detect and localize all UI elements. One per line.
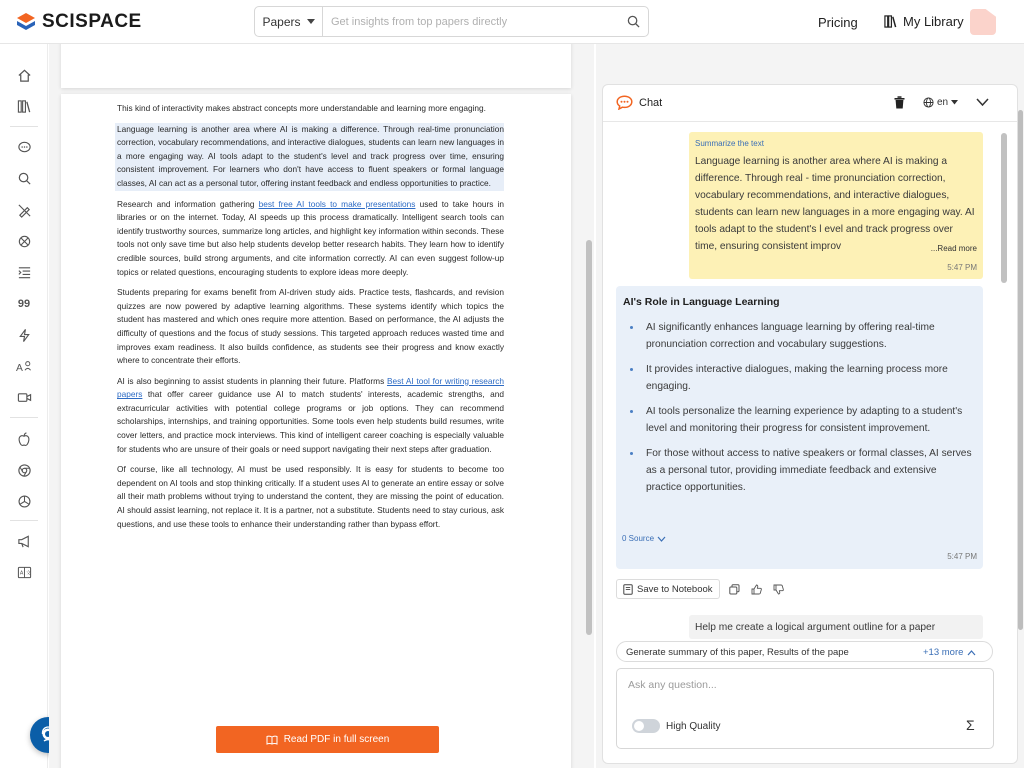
pdf-paragraph: This kind of interactivity makes abstract concepts more understandable and learning more engaging. (117, 103, 486, 113)
caret-down-icon (951, 100, 958, 105)
brand-name: SCISPACE (42, 11, 142, 32)
svg-text:文: 文 (25, 569, 31, 576)
pdf-content (117, 102, 504, 538)
thumbs-down-icon[interactable] (772, 582, 786, 596)
book-open-icon (266, 735, 278, 745)
read-full-screen-button[interactable] (216, 726, 439, 753)
read-full-screen-label: Read PDF in full screen (283, 734, 390, 745)
pdf-paragraph: Students preparing for exams benefit from AI-driven study aids. Practice tests, flashcards, and revision quizzes are now powered by adaptive learning algorithms. These systems identify which topics the student has mastered and which ones require more attention. Based on performance, the AI adjusts the difficulty of questions and the focus of study sessions. This targeted approach reduces wasted time and improves exam readiness. It also builds confidence, as students see their progress and know exactly where to concentrate their efforts. (117, 287, 504, 366)
globe-icon (923, 97, 934, 108)
pricing-link[interactable]: Pricing (818, 15, 858, 30)
rail-divider (10, 417, 38, 418)
pdf-text-run: AI is also beginning to assist students in planning their future. Platforms (117, 375, 387, 386)
user-message (689, 132, 983, 279)
pdf-text-run: that offer career guidance use AI to match students' interests, academic strengths, and extracurricular activities with potential college programs or job options. They can recommend scholarships, internships, and training opportunities. Some tools even help students build resumes, write cover letters, and practice mock interviews. This kind of intelligent career coaching is especially valuable for students who are unsure of their goals or need support navigating their next steps after graduation. (117, 389, 504, 454)
search-scope-dropdown[interactable] (255, 7, 323, 36)
caret-down-icon (307, 19, 315, 24)
home-icon[interactable] (14, 65, 34, 85)
rail-divider (10, 126, 38, 127)
pdf-paragraph: Of course, like all technology, AI must be used responsibly. It is easy for students to become too dependent on AI tools and stop thinking critically. If a student uses AI to generate an entire essay or solve all their math problems without trying to understand the content, they are missing the point of education. AI should assist learning, not replace it. It is a partner, not a substitute. Students need to stay curious, ask questions, and use these tools to enhance their understanding rather than bypass effort. (117, 464, 504, 529)
message-actions (616, 579, 786, 599)
citation-generator-icon[interactable]: 99 (17, 298, 31, 310)
notebook-icon (623, 584, 633, 595)
language-selector[interactable] (923, 97, 958, 108)
message-timestamp: 5:47 PM (947, 552, 977, 561)
chat-bubble-icon (616, 95, 633, 110)
message-timestamp: 5:47 PM (947, 263, 977, 272)
chat-title: Chat (639, 97, 663, 109)
suggested-prompt-text[interactable]: Generate summary of this paper, Results of the pape (626, 647, 849, 658)
chat-pdf-icon[interactable] (14, 137, 34, 157)
search-input[interactable] (323, 16, 618, 28)
flash-icon[interactable] (14, 325, 34, 345)
language-label: en (937, 97, 949, 108)
suggested-prompts[interactable] (616, 641, 993, 662)
video-icon[interactable] (14, 387, 34, 407)
save-to-notebook-button[interactable] (616, 579, 720, 599)
scispace-logo[interactable] (16, 11, 142, 33)
more-suggestions-button[interactable] (923, 647, 976, 658)
pdf-page (61, 44, 571, 88)
pdf-scrollbar[interactable] (584, 44, 594, 768)
chat-scrollbar-thumb[interactable] (1001, 133, 1007, 283)
svg-text:A: A (16, 362, 23, 374)
pdf-text-run: used to take hours in libraries or on the internet. Today, AI speeds up this process dramatically. Intelligent search tools can identify trustworthy sources, summarize long articles, and highlight key information within seconds. These tools not only save time but also help students develop better research habits. They learn how to identify credible sources, build strong arguments, and cite information correctly. AI can even suggest follow-up topics or related questions, encouraging students to explore ideas more deeply. (117, 198, 504, 277)
user-message (689, 615, 983, 639)
list-item: It provides interactive dialogues, making the learning process more engaging. (623, 361, 975, 395)
high-quality-toggle[interactable] (632, 719, 720, 733)
thumbs-up-icon[interactable] (750, 582, 764, 596)
library-icon[interactable] (14, 96, 34, 116)
chevron-down-icon (657, 536, 666, 542)
svg-text:A: A (19, 569, 23, 576)
read-more-link[interactable]: ...Read more (930, 244, 977, 253)
citation-list-icon[interactable] (14, 262, 34, 282)
assistant-heading: AI's Role in Language Learning (623, 296, 780, 308)
extract-data-icon[interactable] (14, 231, 34, 251)
pdf-link[interactable]: best free AI tools to make presentations (258, 198, 416, 209)
more-suggestions-label: +13 more (923, 647, 964, 658)
user-message-label: Summarize the text (695, 139, 764, 148)
save-to-notebook-label: Save to Notebook (637, 583, 713, 595)
scispace-logo-icon (16, 12, 36, 32)
openai-icon[interactable] (14, 491, 34, 511)
chevron-up-icon (967, 650, 976, 656)
left-rail (0, 44, 48, 768)
rail-divider (10, 520, 38, 521)
chat-card (602, 84, 1018, 764)
search-bar (254, 6, 649, 37)
sources-toggle[interactable] (622, 534, 666, 543)
pdf-paragraph (117, 375, 504, 457)
ai-writer-icon[interactable] (14, 200, 34, 220)
user-message-text: Help me create a logical argument outline for a paper (695, 622, 936, 633)
announce-icon[interactable] (14, 531, 34, 551)
avatar[interactable] (970, 9, 996, 35)
my-library-label: My Library (903, 14, 964, 29)
books-icon (884, 15, 897, 28)
user-message-text: Language learning is another area where AI is making a difference. Through real - time pronunciation correction, vocabulary recommendations, and interactive dialogues, students can learn new languages in a more engaging way. AI tools adapt to the student's l evel and track progress over time, ensuring consistent improv (695, 156, 975, 252)
high-quality-label: High Quality (666, 720, 721, 732)
chrome-icon[interactable] (14, 460, 34, 480)
chat-panel-scrollbar[interactable] (1018, 110, 1023, 630)
math-sigma-icon[interactable]: Σ (966, 717, 975, 733)
pdf-paragraph (117, 198, 504, 280)
search-button[interactable] (618, 7, 648, 36)
copy-icon[interactable] (728, 582, 742, 596)
my-library-link[interactable] (884, 14, 964, 29)
apple-icon[interactable] (14, 429, 34, 449)
ai-detector-icon[interactable] (14, 356, 34, 376)
sources-label: 0 Source (622, 534, 655, 543)
chat-header (603, 85, 1018, 122)
top-bar (0, 0, 1024, 44)
pdf-text-run: Research and information gathering (117, 198, 259, 209)
chevron-down-icon[interactable] (976, 97, 989, 107)
pdf-viewer[interactable] (49, 44, 594, 768)
literature-search-icon[interactable] (14, 168, 34, 188)
search-icon (627, 15, 640, 28)
pdf-link[interactable]: Best AI tool for writing research papers (117, 375, 504, 400)
toggle-switch[interactable] (632, 719, 660, 733)
pdf-scrollbar-thumb[interactable] (586, 240, 592, 635)
list-item: AI tools personalize the learning experience by adapting to a student's level and monitoring their progress for consistent improvement. (623, 403, 975, 437)
chat-input[interactable] (628, 679, 978, 691)
translate-icon[interactable] (14, 562, 34, 582)
chat-input-box (616, 668, 994, 749)
list-item: For those without access to native speakers or formal classes, AI serves as a personal tutor, providing immediate feedback and extensive practice opportunities. (623, 445, 975, 496)
pdf-paragraph-highlighted[interactable]: Language learning is another area where AI is making a difference. Through real-time pronunciation correction, vocabulary recommendations, and interactive dialogues, students can learn new languages in a more engaging way. AI tools adapt to the student's level and track progress over time, ensuring consistent improvement. For learners who don't have access to fluent speakers or formal language classes, AI can act as a personal tutor, offering instant feedback and endless opportunities to practice. (115, 123, 504, 191)
assistant-bullet-list (623, 319, 975, 504)
assistant-message (616, 286, 983, 569)
list-item: AI significantly enhances language learning by offering real-time pronunciation correction and vocabulary suggestions. (623, 319, 975, 353)
search-scope-label: Papers (262, 14, 301, 29)
chat-panel (596, 44, 1024, 768)
trash-icon[interactable] (894, 96, 905, 109)
